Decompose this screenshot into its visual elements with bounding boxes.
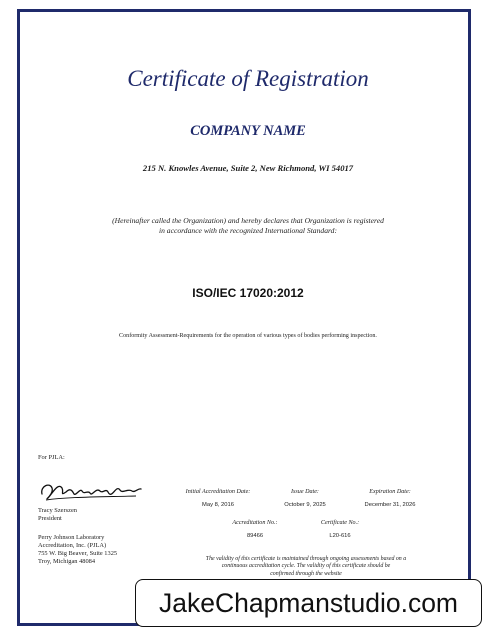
expiration-date-label: Expiration Date: xyxy=(369,489,411,495)
signature-image xyxy=(36,474,146,508)
company-name: COMPANY NAME xyxy=(190,123,306,139)
expiration-date-value: December 31, 2026 xyxy=(364,502,416,508)
validity-statement xyxy=(176,556,436,578)
lab-line: Troy, Michigan 48084 xyxy=(38,558,96,565)
certificate-no-label: Certificate No.: xyxy=(320,520,360,526)
signer-title: President xyxy=(38,515,62,522)
lab-line: Perry Johnson Laboratory xyxy=(38,534,105,541)
lab-line: 755 W. Big Beaver, Suite 1325 xyxy=(38,550,118,557)
declaration-line-2: in accordance with the recognized International Standard: xyxy=(158,226,337,235)
initial-date-value: May 8, 2016 xyxy=(202,502,234,508)
conformity-statement: Conformity Assessment-Requirements for the operation of various types of bodies performing inspection. xyxy=(119,333,377,339)
signer-name: Tracy Szerszen xyxy=(38,507,77,514)
initial-date-label: Initial Accreditation Date: xyxy=(185,489,251,495)
signer-block xyxy=(38,507,77,523)
standard-name: ISO/IEC 17020:2012 xyxy=(192,286,304,300)
issue-date-label: Issue Date: xyxy=(291,489,319,495)
accreditation-no-label: Accreditation No.: xyxy=(232,520,278,526)
company-address: 215 N. Knowles Avenue, Suite 2, New Richmond, WI 54017 xyxy=(142,163,354,173)
declaration-line-1: (Hereinafter called the Organization) and hereby declares that Organization is registered xyxy=(112,216,384,225)
certificate-title: Certificate of Registration xyxy=(127,66,369,91)
validity-line-2: continuous accreditation cycle. The validity of this certificate should be xyxy=(221,563,391,570)
certificate-no-value: L20-616 xyxy=(329,533,351,539)
lab-address-block xyxy=(38,534,117,566)
lab-line: Accreditation, Inc. (PJLA) xyxy=(38,542,107,549)
declaration-text xyxy=(0,216,496,236)
issue-date-value: October 9, 2025 xyxy=(284,502,326,508)
for-pjla-label: For PJLA: xyxy=(38,454,65,461)
validity-line-3: confirmed through the website xyxy=(270,570,342,577)
watermark-label: JakeChapmanstudio.com xyxy=(135,579,482,627)
accreditation-no-value: 89466 xyxy=(246,533,264,539)
validity-line-1: The validity of this certificate is maintained through ongoing assessments based on a xyxy=(205,556,407,562)
